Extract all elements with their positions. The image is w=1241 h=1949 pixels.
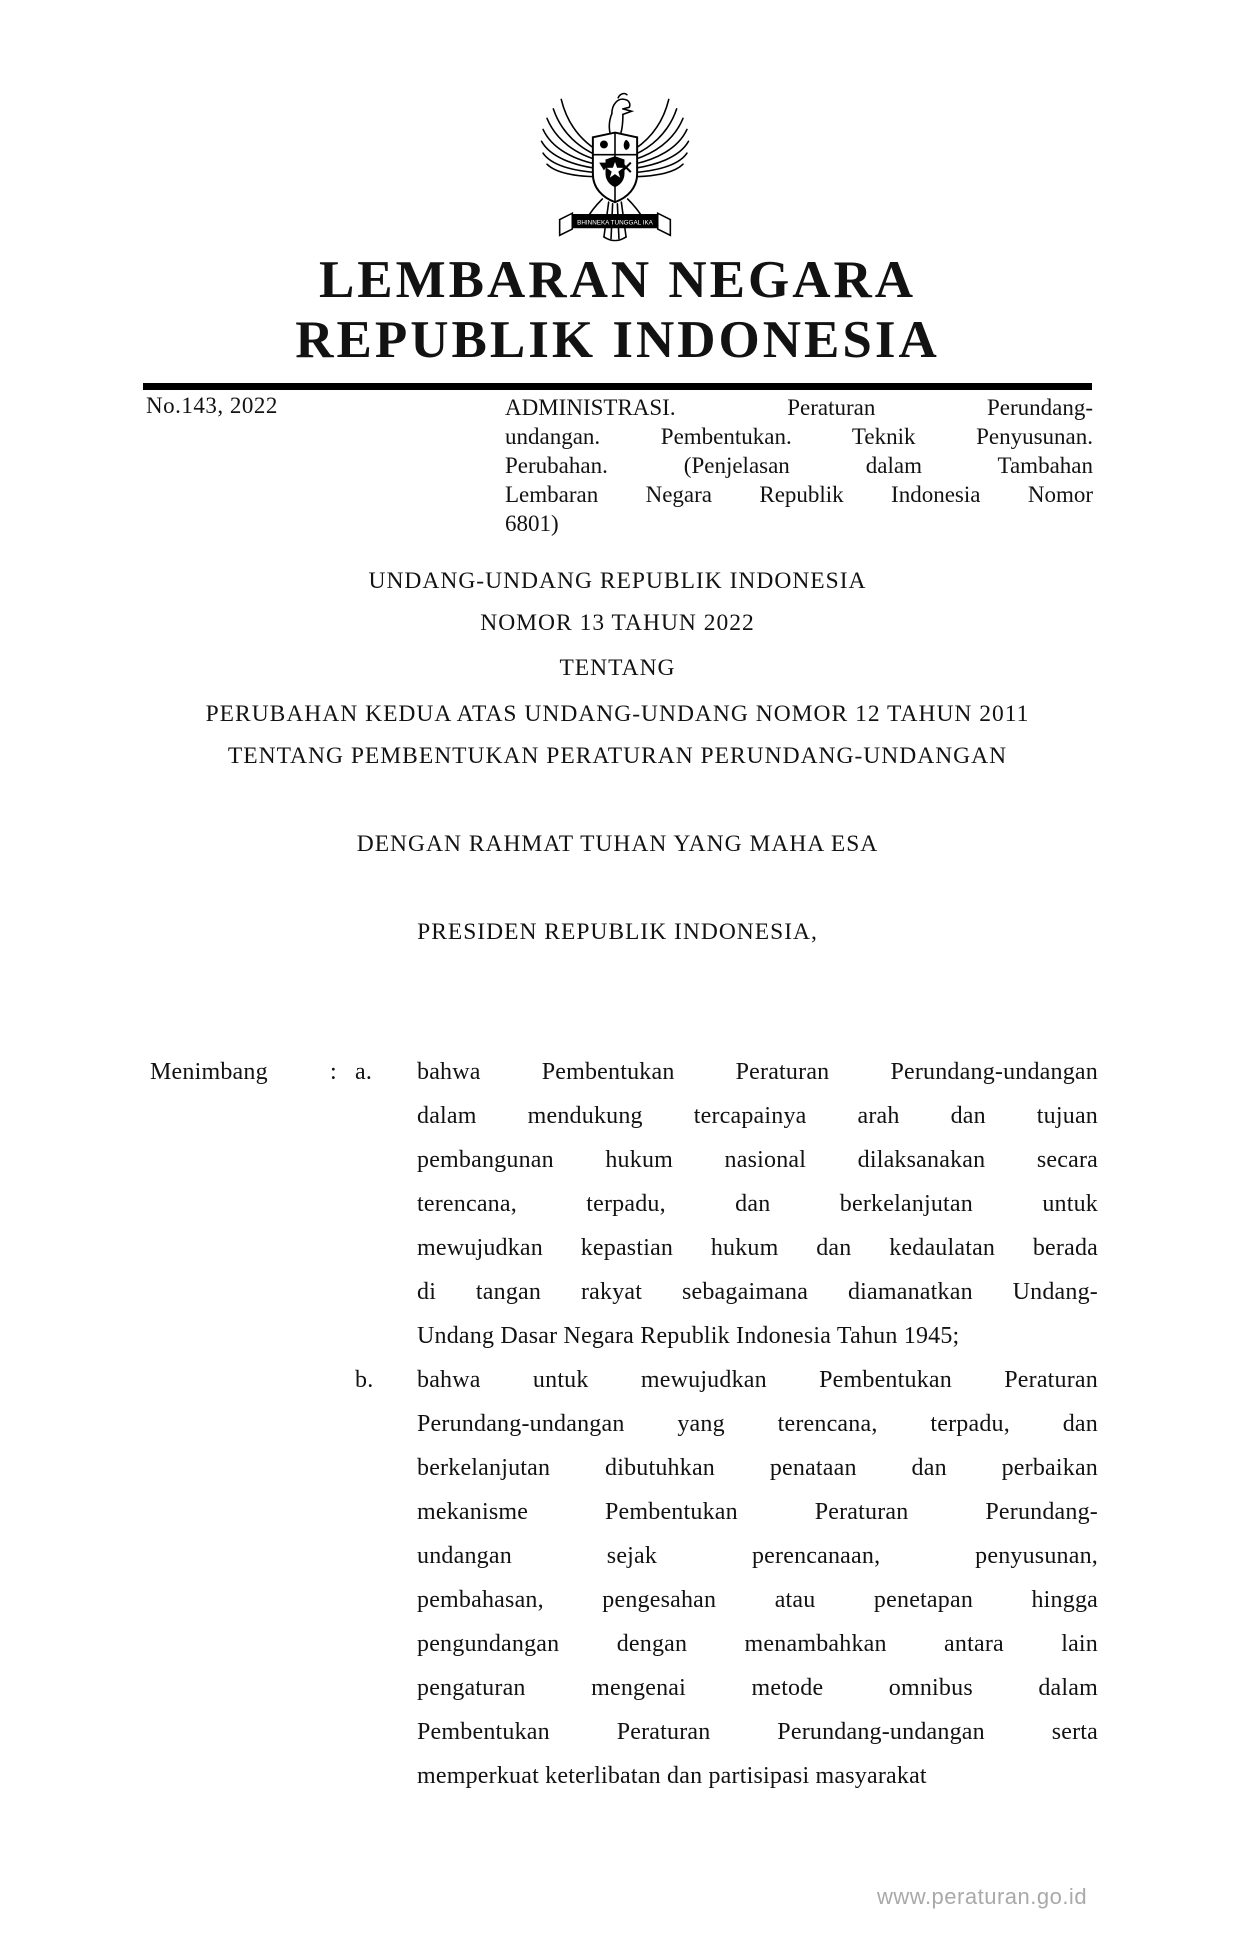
subject-line: Lembaran Negara Republik Indonesia Nomor [505,482,1093,507]
consideration-item-a [417,1050,1098,1358]
about-label-heading: TENTANG [559,655,676,681]
issuer-heading: PRESIDEN REPUBLIK INDONESIA, [417,919,818,945]
garuda-pancasila-emblem [535,82,695,248]
consideration-line: pembahasan, pengesahan atau penetapan hingga [417,1587,1098,1613]
consideration-line: Perundang-undangan yang terencana, terpadu, dan [417,1411,1098,1437]
menimbang-label: Menimbang [150,1059,268,1085]
invocation-heading: DENGAN RAHMAT TUHAN YANG MAHA ESA [356,831,879,857]
consideration-line: Pembentukan Peraturan Perundang-undangan serta [417,1719,1098,1745]
subject-line: 6801) [505,511,559,536]
consideration-line: berkelanjutan dibutuhkan penataan dan perbaikan [417,1455,1098,1481]
consideration-line: pembangunan hukum nasional dilaksanakan secara [417,1147,1098,1173]
consideration-item-marker-a: a. [355,1059,373,1085]
edition-number: No.143, 2022 [146,393,278,418]
consideration-line: mekanisme Pembentukan Peraturan Perundang- [417,1499,1098,1525]
consideration-line: undangan sejak perencanaan, penyusunan, [417,1543,1098,1569]
masthead-title-line2: REPUBLIK INDONESIA [295,311,940,369]
subject-paragraph [505,393,1093,538]
subject-line: ADMINISTRASI. Peraturan Perundang- [505,395,1093,420]
consideration-line: di tangan rakyat sebagaimana diamanatkan Undang- [417,1279,1098,1305]
consideration-line: pengundangan dengan menambahkan antara lain [417,1631,1098,1657]
subject-line: Perubahan. (Penjelasan dalam Tambahan [505,453,1093,478]
consideration-line: memperkuat keterlibatan dan partisipasi masyarakat [417,1763,927,1789]
consideration-item-b [417,1358,1098,1798]
consideration-line: bahwa Pembentukan Peraturan Perundang-undangan [417,1059,1098,1085]
masthead-title-line1: LEMBARAN NEGARA [318,251,917,309]
footer-website-watermark: www.peraturan.go.id [877,1884,1088,1909]
about-line2-heading: TENTANG PEMBENTUKAN PERATURAN PERUNDANG-UNDANGAN [227,743,1008,769]
menimbang-colon: : [330,1059,337,1085]
consideration-line: Undang Dasar Negara Republik Indonesia Tahun 1945; [417,1323,960,1349]
law-title-heading: UNDANG-UNDANG REPUBLIK INDONESIA [368,568,867,594]
consideration-line: pengaturan mengenai metode omnibus dalam [417,1675,1098,1701]
masthead-rule [143,383,1092,390]
consideration-item-marker-b: b. [355,1367,374,1393]
consideration-line: mewujudkan kepastian hukum dan kedaulatan berada [417,1235,1098,1261]
consideration-line: bahwa untuk mewujudkan Pembentukan Peraturan [417,1367,1098,1393]
consideration-line: terencana, terpadu, dan berkelanjutan untuk [417,1191,1098,1217]
law-number-heading: NOMOR 13 TAHUN 2022 [480,610,755,636]
consideration-line: dalam mendukung tercapainya arah dan tujuan [417,1103,1098,1129]
about-line1-heading: PERUBAHAN KEDUA ATAS UNDANG-UNDANG NOMOR 12 TAHUN 2011 [205,701,1030,727]
emblem-motto-text: BHINNEKA TUNGGAL IKA [577,219,653,227]
subject-line: undangan. Pembentukan. Teknik Penyusunan. [505,424,1093,449]
